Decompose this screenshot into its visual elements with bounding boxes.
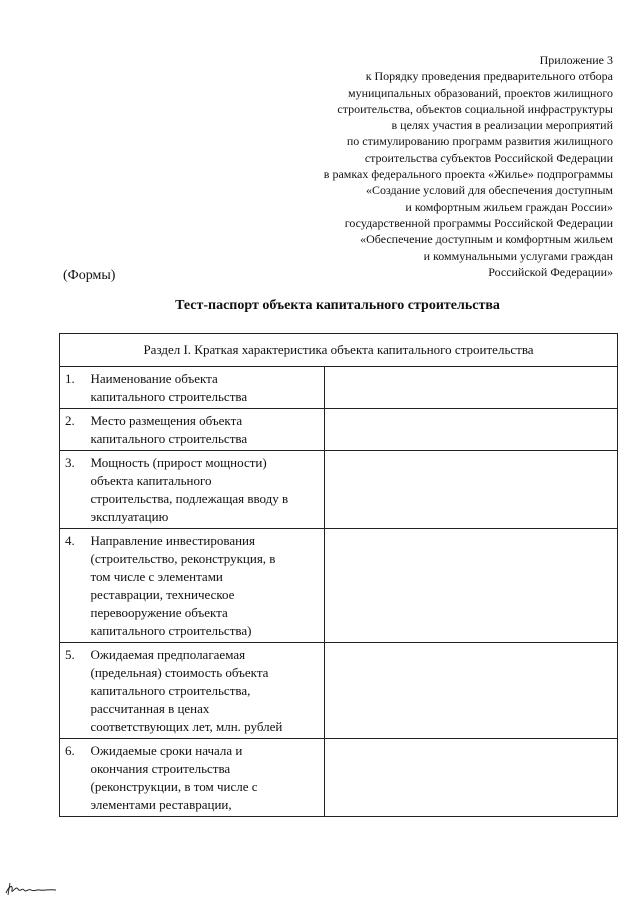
row-number: 2. xyxy=(60,409,85,451)
row-label-line: реставрации, техническое xyxy=(90,587,235,602)
table-row xyxy=(60,643,618,739)
row-label xyxy=(85,529,325,643)
appendix-line: и коммунальными услугами граждан xyxy=(423,248,613,263)
appendix-line: государственной программы Российской Федерации xyxy=(344,215,613,230)
row-label-line: капитального строительства xyxy=(90,389,248,404)
row-label-line: капитального строительства) xyxy=(90,623,252,638)
table-row xyxy=(60,451,618,529)
row-label-line: Мощность (прирост мощности) xyxy=(90,455,267,470)
row-label xyxy=(85,409,325,451)
table-row xyxy=(60,409,618,451)
row-label-line: объекта капитального xyxy=(90,473,212,488)
row-label-line: (предельная) стоимость объекта xyxy=(90,665,269,680)
appendix-line: строительства субъектов Российской Федерации xyxy=(364,150,613,165)
row-label-line: Место размещения объекта xyxy=(90,413,243,428)
row-label xyxy=(85,739,325,817)
row-number: 4. xyxy=(60,529,85,643)
row-label-line: эксплуатацию xyxy=(90,509,169,524)
row-label-line: (реконструкции, в том числе с xyxy=(90,779,258,794)
row-label-line: капитального строительства, xyxy=(90,683,251,698)
row-value-cell[interactable] xyxy=(325,409,618,451)
row-label xyxy=(85,367,325,409)
row-label-line: рассчитанная в ценах xyxy=(90,701,210,716)
appendix-line: по стимулированию программ развития жилищного xyxy=(346,134,613,149)
row-label-line: перевооружение объекта xyxy=(90,605,228,620)
appendix-line: в рамках федерального проекта «Жилье» подпрограммы xyxy=(323,167,613,182)
row-label-line: Наименование объекта xyxy=(90,371,218,386)
document-title: Тест-паспорт объекта капитального строительства xyxy=(175,298,500,313)
row-value-cell[interactable] xyxy=(325,643,618,739)
appendix-line: в целях участия в реализации мероприятий xyxy=(391,118,613,133)
row-value-cell[interactable] xyxy=(325,529,618,643)
row-label-line: элементами реставрации, xyxy=(90,797,232,812)
row-label-line: Ожидаемая предполагаемая xyxy=(90,647,246,662)
section-header-row xyxy=(60,334,618,367)
row-value-cell[interactable] xyxy=(325,739,618,817)
row-number: 3. xyxy=(60,451,85,529)
appendix-line: Российской Федерации» xyxy=(488,264,613,279)
row-label-line: соответствующих лет, млн. рублей xyxy=(90,719,283,734)
table-row xyxy=(60,739,618,817)
row-label-line: Направление инвестирования xyxy=(90,533,255,548)
appendix-line: к Порядку проведения предварительного отбора xyxy=(365,69,613,84)
row-label-line: (строительство, реконструкция, в xyxy=(90,551,276,566)
row-number: 5. xyxy=(60,643,85,739)
appendix-header xyxy=(324,52,613,280)
table-row xyxy=(60,367,618,409)
forms-label: (Формы) xyxy=(63,268,116,283)
appendix-line: «Обеспечение доступным и комфортным жильем xyxy=(360,232,613,247)
signature-image xyxy=(4,880,60,898)
row-number: 1. xyxy=(60,367,85,409)
appendix-line: муниципальных образований, проектов жилищного xyxy=(347,85,613,100)
section-title: Раздел I. Краткая характеристика объекта капитального строительства xyxy=(60,334,618,367)
row-number: 6. xyxy=(60,739,85,817)
appendix-line: «Создание условий для обеспечения доступным xyxy=(366,183,613,198)
row-value-cell[interactable] xyxy=(325,451,618,529)
row-label-line: том числе с элементами xyxy=(90,569,223,584)
row-label xyxy=(85,643,325,739)
row-label-line: строительства, подлежащая вводу в xyxy=(90,491,289,506)
row-label xyxy=(85,451,325,529)
row-label-line: капитального строительства xyxy=(90,431,248,446)
appendix-line: и комфортным жильем граждан России» xyxy=(405,199,613,214)
row-value-cell[interactable] xyxy=(325,367,618,409)
passport-table xyxy=(59,333,618,817)
table-row xyxy=(60,529,618,643)
appendix-line: строительства, объектов социальной инфраструктуры xyxy=(337,101,613,116)
appendix-line: Приложение 3 xyxy=(539,53,613,67)
row-label-line: Ожидаемые сроки начала и xyxy=(90,743,243,758)
row-label-line: окончания строительства xyxy=(90,761,231,776)
